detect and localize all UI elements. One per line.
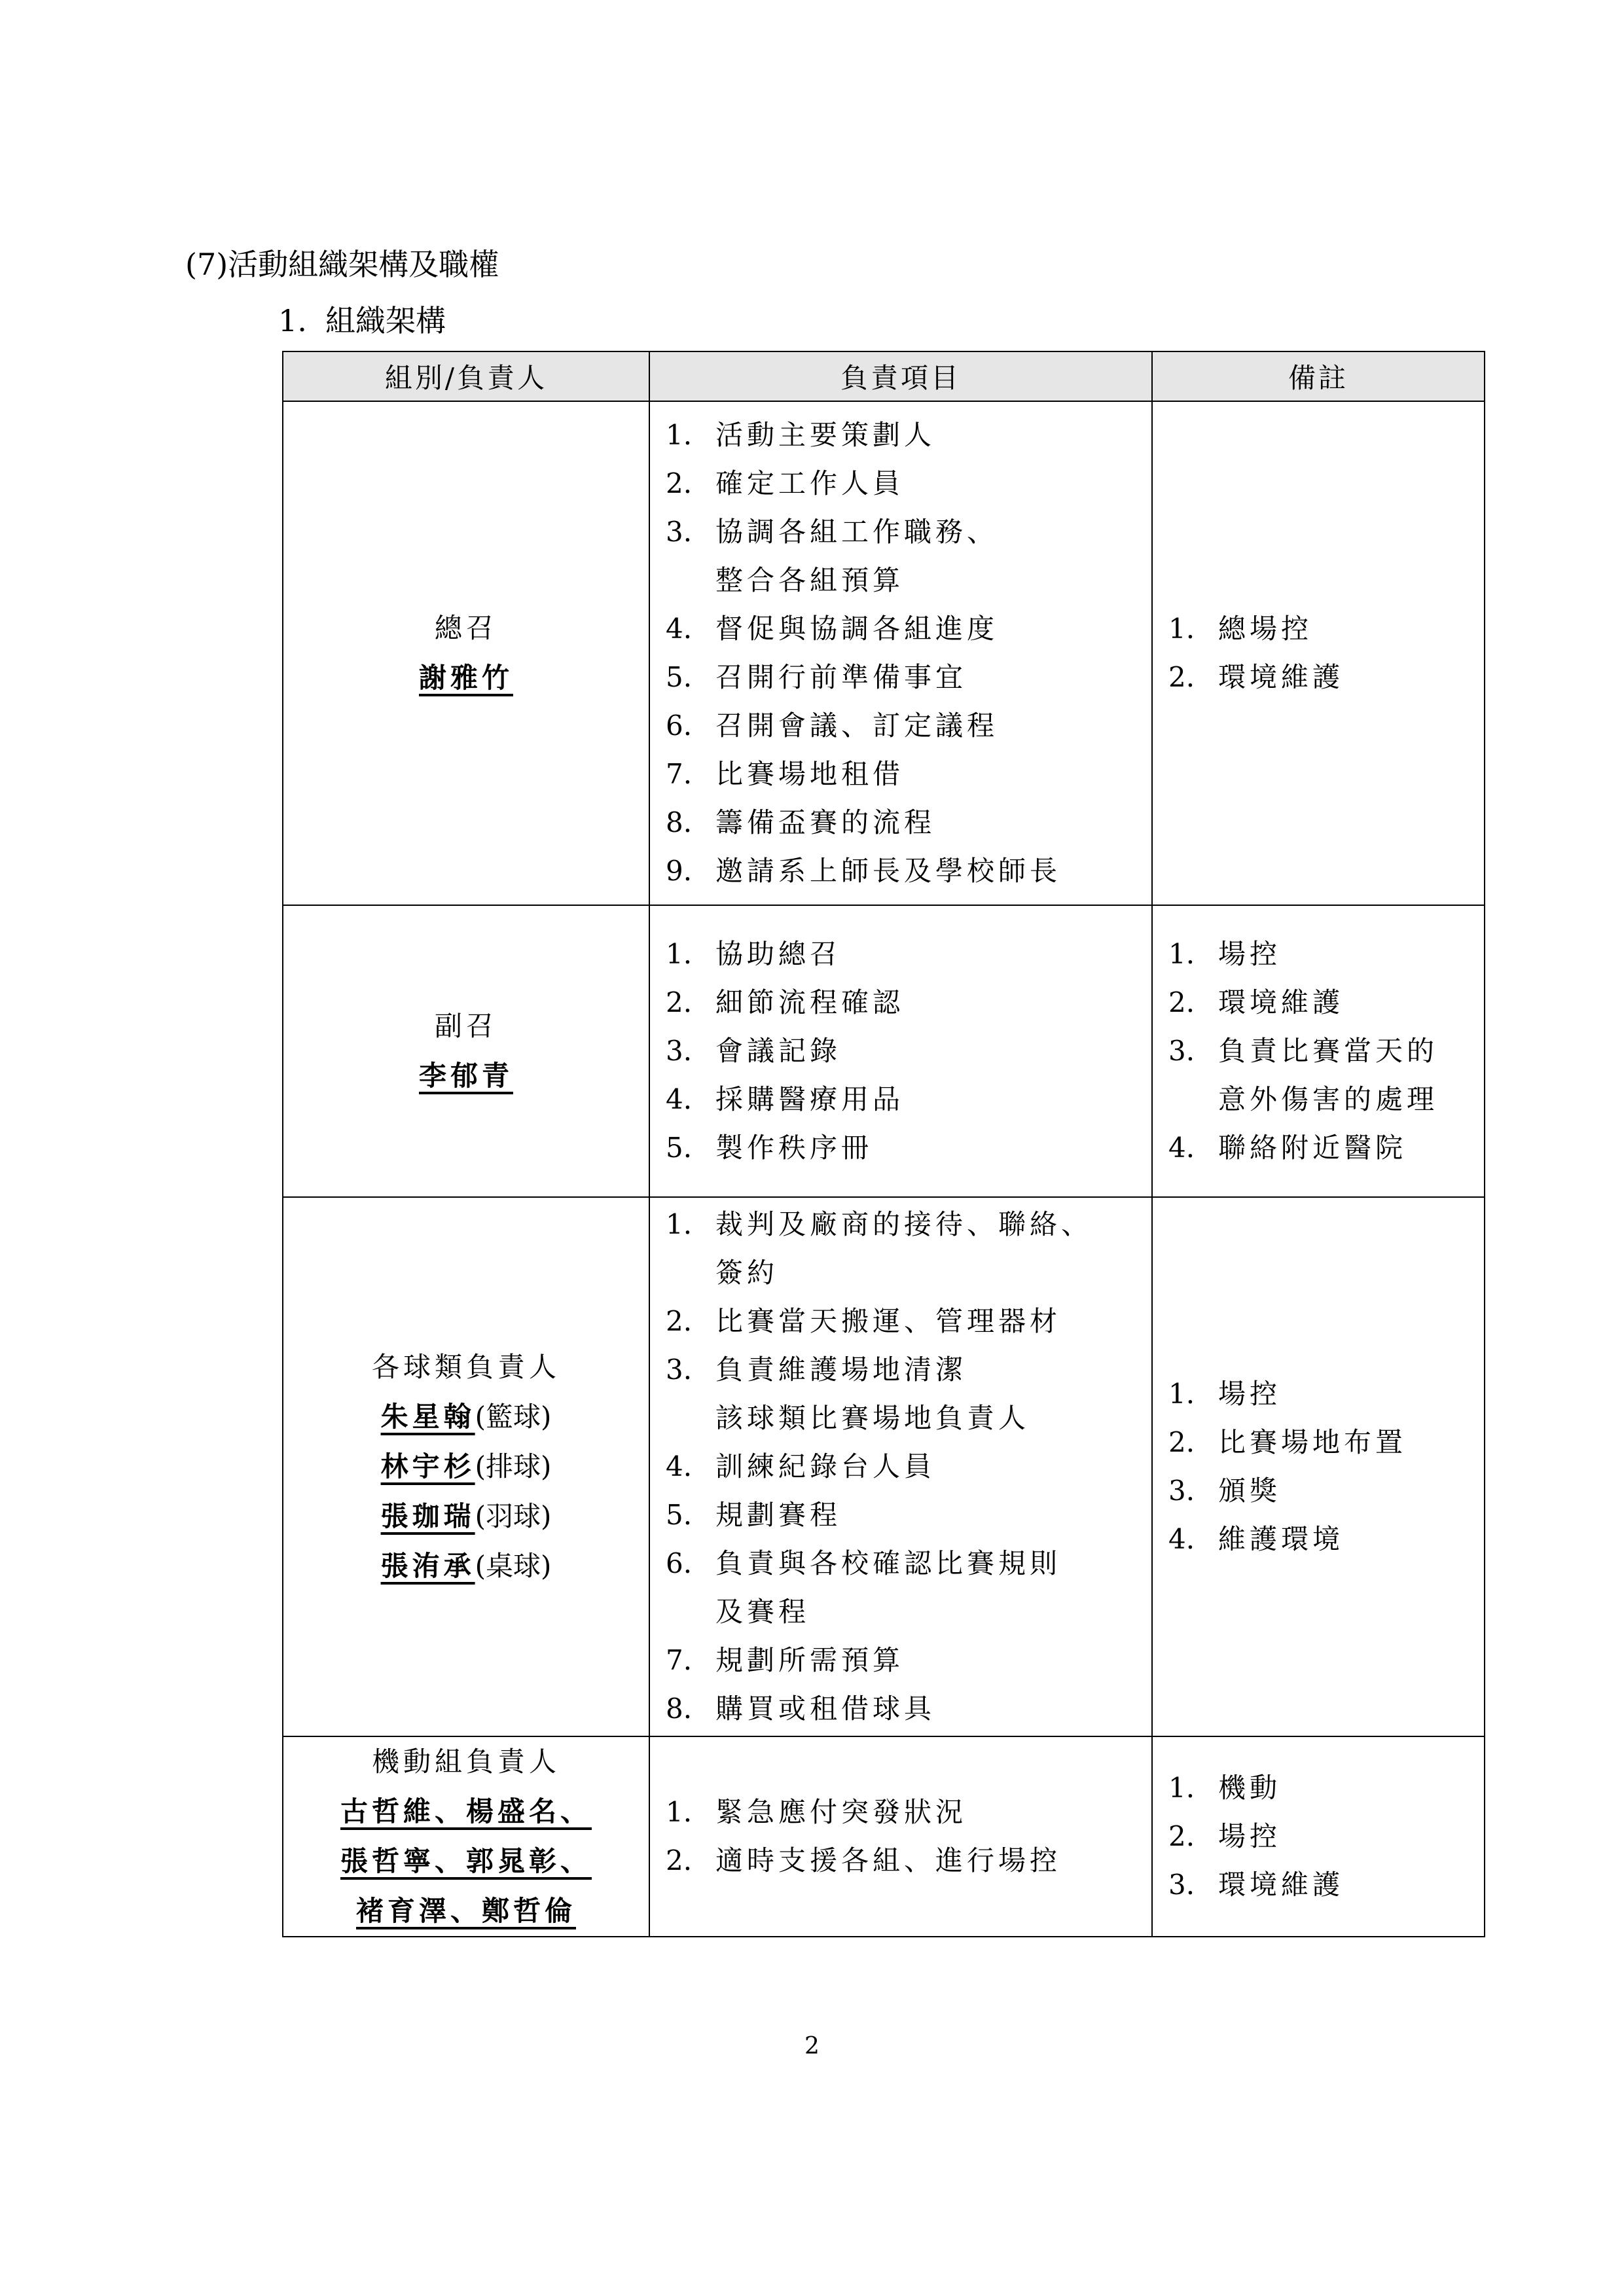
member-entry bbox=[283, 1392, 649, 1442]
leader-name: 李郁青 bbox=[418, 1060, 513, 1092]
table-row bbox=[283, 905, 1485, 1197]
leader-name: 古哲維、楊盛名、 bbox=[340, 1795, 592, 1827]
list-item: 4. 訓練紀錄台人員 bbox=[666, 1450, 936, 1482]
tasks-cell bbox=[649, 401, 1152, 905]
list-item: 1. 活動主要策劃人 bbox=[666, 419, 936, 451]
group-role: 總召 bbox=[434, 612, 497, 644]
list-item: 6. 召開會議、訂定議程 bbox=[666, 709, 999, 742]
group-cell bbox=[283, 1197, 649, 1736]
list-item: 6. 負責與各校確認比賽規則 及賽程 bbox=[666, 1547, 1062, 1628]
list-item: 2. 環境維護 bbox=[1168, 661, 1344, 693]
list-item: 8. 購買或租借球具 bbox=[666, 1693, 936, 1725]
table-header-row bbox=[283, 351, 1485, 401]
organization-table bbox=[282, 351, 1485, 1937]
notes-list bbox=[1153, 1764, 1484, 1909]
subsection-number: 1. bbox=[278, 303, 307, 338]
leader-name: 張洧承 bbox=[380, 1550, 475, 1582]
member-entry bbox=[283, 1492, 649, 1541]
tasks-cell bbox=[649, 1197, 1152, 1736]
list-item: 1. 場控 bbox=[1168, 938, 1282, 970]
header-group: 組別/負責人 bbox=[283, 351, 649, 401]
list-item: 1. 協助總召 bbox=[666, 938, 842, 970]
list-item: 3. 會議記錄 bbox=[666, 1035, 842, 1067]
list-item: 3. 環境維護 bbox=[1168, 1869, 1344, 1901]
list-item: 1. 總場控 bbox=[1168, 613, 1313, 645]
group-cell bbox=[283, 401, 649, 905]
list-item: 1. 機動 bbox=[1168, 1772, 1282, 1804]
list-item: 1. 場控 bbox=[1168, 1378, 1282, 1410]
list-item: 5. 製作秩序冊 bbox=[666, 1132, 873, 1164]
tasks-cell bbox=[649, 905, 1152, 1197]
notes-list bbox=[1153, 930, 1484, 1172]
subsection-text: 組織架構 bbox=[325, 303, 446, 338]
list-item: 4. 督促與協調各組進度 bbox=[666, 613, 999, 645]
list-item: 2. 比賽場地布置 bbox=[1168, 1426, 1407, 1458]
notes-cell bbox=[1152, 905, 1485, 1197]
list-item: 2. 場控 bbox=[1168, 1820, 1282, 1852]
leader-name: 林宇杉 bbox=[380, 1450, 475, 1482]
tasks-cell bbox=[649, 1736, 1152, 1937]
group-role: 機動組負責人 bbox=[371, 1746, 560, 1778]
member-entry bbox=[283, 1442, 649, 1492]
task-list bbox=[650, 1788, 1151, 1885]
sport-label: (羽球) bbox=[475, 1500, 552, 1532]
list-item: 1. 裁判及廠商的接待、聯絡、 簽約 bbox=[666, 1208, 1093, 1289]
list-item: 2. 適時支援各組、進行場控 bbox=[666, 1844, 1062, 1876]
list-item: 7. 比賽場地租借 bbox=[666, 758, 905, 790]
notes-cell bbox=[1152, 401, 1485, 905]
leader-name: 張哲寧、郭晁彰、 bbox=[340, 1845, 592, 1877]
list-item: 4. 聯絡附近醫院 bbox=[1168, 1132, 1407, 1164]
notes-cell bbox=[1152, 1736, 1485, 1937]
group-role: 副召 bbox=[434, 1010, 497, 1042]
list-item: 3. 負責維護場地清潔 該球類比賽場地負責人 bbox=[666, 1354, 1030, 1434]
table-row bbox=[283, 401, 1485, 905]
page-number: 2 bbox=[804, 2033, 820, 2060]
list-item: 3. 負責比賽當天的 意外傷害的處理 bbox=[1168, 1035, 1439, 1115]
leader-name: 張珈瑞 bbox=[380, 1500, 475, 1532]
sport-label: (籃球) bbox=[475, 1401, 552, 1433]
group-cell bbox=[283, 1736, 649, 1937]
table-row bbox=[283, 1197, 1485, 1736]
group-role: 各球類負責人 bbox=[371, 1351, 560, 1383]
header-tasks: 負責項目 bbox=[649, 351, 1152, 401]
list-item: 2. 細節流程確認 bbox=[666, 986, 905, 1018]
leader-name: 褚育澤、鄭哲倫 bbox=[355, 1895, 576, 1927]
task-list bbox=[650, 930, 1151, 1172]
subsection-title bbox=[278, 300, 446, 342]
list-item: 3. 協調各組工作職務、 整合各組預算 bbox=[666, 516, 999, 596]
sport-label: (排球) bbox=[475, 1450, 552, 1482]
list-item: 7. 規劃所需預算 bbox=[666, 1644, 905, 1676]
list-item: 2. 比賽當天搬運、管理器材 bbox=[666, 1305, 1062, 1337]
leader-name: 謝雅竹 bbox=[418, 662, 513, 694]
sport-label: (桌球) bbox=[475, 1550, 552, 1582]
leader-name: 朱星翰 bbox=[380, 1401, 475, 1433]
list-item: 9. 邀請系上師長及學校師長 bbox=[666, 855, 1062, 887]
list-item: 3. 頒獎 bbox=[1168, 1475, 1282, 1507]
list-item: 2. 確定工作人員 bbox=[666, 467, 905, 499]
task-list bbox=[650, 1200, 1151, 1733]
list-item: 4. 採購醫療用品 bbox=[666, 1083, 905, 1115]
list-item: 2. 環境維護 bbox=[1168, 986, 1344, 1018]
task-list bbox=[650, 411, 1151, 895]
section-title: (7)活動組織架構及職權 bbox=[185, 247, 499, 282]
notes-cell bbox=[1152, 1197, 1485, 1736]
notes-list bbox=[1153, 605, 1484, 702]
group-cell bbox=[283, 905, 649, 1197]
list-item: 1. 緊急應付突發狀況 bbox=[666, 1796, 967, 1828]
list-item: 8. 籌備盃賽的流程 bbox=[666, 806, 936, 838]
member-entry bbox=[283, 1541, 649, 1591]
notes-list bbox=[1153, 1370, 1484, 1564]
list-item: 5. 召開行前準備事宜 bbox=[666, 661, 967, 693]
list-item: 5. 規劃賽程 bbox=[666, 1499, 842, 1531]
header-notes: 備註 bbox=[1152, 351, 1485, 401]
table-row bbox=[283, 1736, 1485, 1937]
list-item: 4. 維護環境 bbox=[1168, 1523, 1344, 1555]
